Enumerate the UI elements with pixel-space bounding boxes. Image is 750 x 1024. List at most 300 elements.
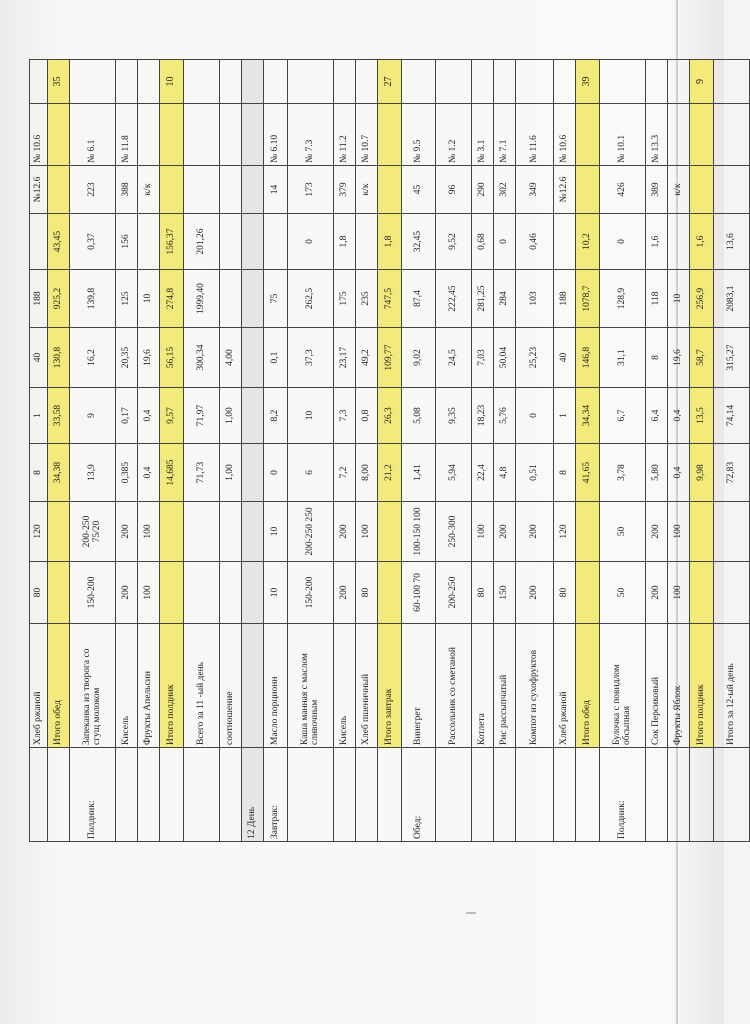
- recipe-cell: [402, 166, 436, 214]
- fat-cell: [646, 388, 668, 444]
- carbs-value: 7,03: [476, 349, 487, 366]
- portion-small: 60-100 70: [412, 573, 423, 612]
- recipe-number: 290: [476, 182, 487, 197]
- kcal-cell: [714, 270, 750, 328]
- carbs-value: 146,8: [581, 346, 592, 369]
- dish-cell: [116, 624, 138, 748]
- fat-value: 71,97: [195, 404, 206, 427]
- kcal-value: 128,9: [616, 287, 627, 310]
- vitamin-value: 0: [616, 239, 627, 244]
- portion-small-cell: [138, 562, 160, 624]
- portion-small: 100: [672, 585, 683, 600]
- carbs-value: 9,02: [412, 349, 423, 366]
- vitamin-cell: [668, 214, 690, 270]
- portion-small-cell: [714, 562, 750, 624]
- portion-large-cell: [70, 502, 116, 562]
- reference-cell: [70, 104, 116, 166]
- recipe-cell: [494, 166, 516, 214]
- recipe-cell: [668, 166, 690, 214]
- dish-cell: [356, 624, 378, 748]
- portion-large: 200: [650, 524, 661, 539]
- meal-cell: [554, 748, 576, 842]
- recipe-number: 389: [650, 182, 661, 197]
- reference-cell: [138, 104, 160, 166]
- dish-name: Рис рассыпчатый: [498, 674, 509, 745]
- protein-cell: [288, 444, 334, 502]
- total-value: 39: [581, 76, 593, 87]
- table-body: [30, 60, 750, 842]
- fat-value: 0,17: [120, 407, 131, 424]
- recipe-number: 349: [528, 182, 539, 197]
- recipe-cell: [554, 166, 576, 214]
- meal-label: Полдник:: [616, 800, 627, 839]
- protein-cell: [554, 444, 576, 502]
- portion-large-cell: [668, 502, 690, 562]
- reference-cell: [378, 104, 402, 166]
- fat-value: 1: [558, 413, 569, 418]
- dish-cell: [138, 624, 160, 748]
- portion-large: 250-300: [447, 515, 458, 548]
- total-cell: [184, 60, 220, 104]
- fat-cell: [30, 388, 48, 444]
- protein-value: 3,78: [616, 464, 627, 481]
- dish-cell: [646, 624, 668, 748]
- table-row: [668, 60, 690, 842]
- carbs-cell: [378, 328, 402, 388]
- reference-cell: [600, 104, 646, 166]
- portion-large-cell: [48, 502, 70, 562]
- meal-cell: [472, 748, 494, 842]
- fat-cell: [356, 388, 378, 444]
- carbs-value: 0,1: [269, 351, 280, 364]
- fat-cell: [516, 388, 554, 444]
- recipe-cell: [600, 166, 646, 214]
- kcal-value: 188: [558, 291, 569, 306]
- kcal-cell: [646, 270, 668, 328]
- carbs-value: 56,15: [165, 346, 176, 369]
- kcal-cell: [668, 270, 690, 328]
- vitamin-cell: [220, 214, 242, 270]
- protein-cell: [600, 444, 646, 502]
- carbs-cell: [264, 328, 288, 388]
- dish-cell: [220, 624, 242, 748]
- vitamin-cell: [554, 214, 576, 270]
- portion-large-cell: [516, 502, 554, 562]
- portion-large: 200-250 250: [304, 507, 315, 556]
- kcal-value: 87,4: [412, 290, 423, 307]
- vitamin-value: 156: [120, 234, 131, 249]
- portion-small-cell: [690, 562, 714, 624]
- recipe-number: к/к: [360, 183, 371, 196]
- fat-cell: [184, 388, 220, 444]
- vitamin-cell: [264, 214, 288, 270]
- carbs-cell: [714, 328, 750, 388]
- vitamin-value: 0: [304, 239, 315, 244]
- recipe-cell: [48, 166, 70, 214]
- recipe-cell: [138, 166, 160, 214]
- protein-cell: [714, 444, 750, 502]
- fat-cell: [668, 388, 690, 444]
- table-row: [436, 60, 472, 842]
- protein-cell: [690, 444, 714, 502]
- meal-cell: [378, 748, 402, 842]
- portion-small-cell: [242, 562, 264, 624]
- portion-small: 100: [142, 585, 153, 600]
- kcal-value: 125: [120, 291, 131, 306]
- carbs-value: 37,3: [304, 349, 315, 366]
- portion-small-cell: [220, 562, 242, 624]
- fat-cell: [220, 388, 242, 444]
- fat-value: 1: [32, 413, 43, 418]
- dish-name: Итого полдник: [165, 684, 176, 745]
- portion-large-cell: [436, 502, 472, 562]
- protein-value: 1,41: [412, 464, 423, 481]
- meal-cell: [184, 748, 220, 842]
- reference-cell: [516, 104, 554, 166]
- fat-value: 0,4: [672, 409, 683, 422]
- carbs-value: 58,7: [695, 349, 706, 366]
- portion-large-cell: [356, 502, 378, 562]
- portion-large: 200: [528, 524, 539, 539]
- meal-cell: [138, 748, 160, 842]
- carbs-cell: [516, 328, 554, 388]
- portion-small-cell: [70, 562, 116, 624]
- dish-cell: [436, 624, 472, 748]
- carbs-cell: [30, 328, 48, 388]
- reference-number: № 10.1: [616, 134, 627, 163]
- kcal-value: 281,25: [476, 285, 487, 312]
- fat-value: 33,58: [52, 404, 63, 427]
- reference-cell: [472, 104, 494, 166]
- protein-value: 6: [304, 470, 315, 475]
- protein-value: 7,2: [338, 466, 349, 479]
- table-row: [378, 60, 402, 842]
- fat-value: 13,5: [695, 407, 706, 424]
- carbs-cell: [690, 328, 714, 388]
- portion-small: 200: [650, 585, 661, 600]
- portion-large-cell: [116, 502, 138, 562]
- kcal-value: 1999,40: [195, 283, 206, 314]
- meal-cell: [494, 748, 516, 842]
- table-row: [184, 60, 220, 842]
- recipe-cell: [30, 166, 48, 214]
- carbs-value: 109,77: [383, 344, 394, 371]
- kcal-value: 188: [32, 291, 43, 306]
- recipe-cell: [220, 166, 242, 214]
- scan-speck: [466, 912, 476, 914]
- vitamin-value: 201,26: [195, 228, 206, 255]
- protein-value: 71,73: [195, 461, 206, 484]
- recipe-number: к/к: [142, 183, 153, 196]
- reference-cell: [220, 104, 242, 166]
- recipe-cell: [690, 166, 714, 214]
- carbs-cell: [600, 328, 646, 388]
- vitamin-value: 13,6: [725, 233, 736, 250]
- portion-large: 200-250 75/20: [81, 515, 102, 548]
- dish-cell: [48, 624, 70, 748]
- carbs-value: 16,2: [86, 349, 97, 366]
- protein-value: 14,685: [165, 459, 176, 486]
- kcal-cell: [184, 270, 220, 328]
- table-row: [516, 60, 554, 842]
- table-row: [160, 60, 184, 842]
- recipe-cell: [516, 166, 554, 214]
- fat-cell: [494, 388, 516, 444]
- table-row: [116, 60, 138, 842]
- dish-cell: [690, 624, 714, 748]
- recipe-number: 173: [304, 182, 315, 197]
- meal-cell: [48, 748, 70, 842]
- protein-value: 13,9: [86, 464, 97, 481]
- protein-value: 8: [558, 470, 569, 475]
- portion-large-cell: [378, 502, 402, 562]
- protein-cell: [138, 444, 160, 502]
- protein-cell: [402, 444, 436, 502]
- carbs-value: 31,1: [616, 349, 627, 366]
- kcal-cell: [116, 270, 138, 328]
- table-row: [356, 60, 378, 842]
- dish-name: Итого обед: [581, 700, 592, 745]
- portion-small-cell: [516, 562, 554, 624]
- kcal-cell: [472, 270, 494, 328]
- dish-name: Итого за 12-ый день: [725, 663, 736, 745]
- portion-small-cell: [436, 562, 472, 624]
- reference-cell: [288, 104, 334, 166]
- protein-value: 8: [32, 470, 43, 475]
- dish-cell: [714, 624, 750, 748]
- dish-name: Хлеб ржаной: [558, 691, 569, 745]
- total-cell: [668, 60, 690, 104]
- portion-large: 100: [360, 524, 371, 539]
- reference-number: № 10.6: [558, 134, 569, 163]
- recipe-cell: [242, 166, 264, 214]
- vitamin-cell: [30, 214, 48, 270]
- portion-small-cell: [600, 562, 646, 624]
- protein-value: 0,51: [528, 464, 539, 481]
- protein-value: 41,65: [581, 461, 592, 484]
- total-cell: [690, 60, 714, 104]
- fat-value: 9,57: [165, 407, 176, 424]
- reference-cell: [184, 104, 220, 166]
- portion-small-cell: [116, 562, 138, 624]
- reference-cell: [714, 104, 750, 166]
- protein-value: 1,00: [224, 464, 235, 481]
- kcal-cell: [288, 270, 334, 328]
- portion-small: 10: [269, 587, 280, 598]
- fat-value: 10: [304, 410, 315, 421]
- table-row: [30, 60, 48, 842]
- carbs-cell: [70, 328, 116, 388]
- portion-small: 80: [360, 587, 371, 598]
- fat-value: 6,4: [650, 409, 661, 422]
- table-row: [554, 60, 576, 842]
- meal-cell: [160, 748, 184, 842]
- total-cell: [600, 60, 646, 104]
- fat-cell: [334, 388, 356, 444]
- protein-cell: [494, 444, 516, 502]
- fat-value: 9: [86, 413, 97, 418]
- carbs-value: 8: [650, 355, 661, 360]
- dish-cell: [264, 624, 288, 748]
- meal-label: 12 День: [246, 806, 257, 839]
- reference-cell: [334, 104, 356, 166]
- kcal-value: 139,8: [86, 287, 97, 310]
- fat-value: 74,14: [725, 404, 736, 427]
- reference-number: № 6.1: [86, 139, 97, 163]
- meal-cell: [356, 748, 378, 842]
- total-cell: [356, 60, 378, 104]
- total-cell: [402, 60, 436, 104]
- meal-cell: [220, 748, 242, 842]
- reference-number: № 10.7: [360, 134, 371, 163]
- table-row: [576, 60, 600, 842]
- fat-cell: [70, 388, 116, 444]
- dish-name: Сок Персиковый: [650, 676, 661, 745]
- dish-name: Каша манная с маслом сливочным: [299, 653, 320, 745]
- meal-cell: [576, 748, 600, 842]
- table-row: [242, 60, 264, 842]
- kcal-value: 925,2: [52, 287, 63, 310]
- total-cell: [334, 60, 356, 104]
- carbs-cell: [494, 328, 516, 388]
- vitamin-cell: [494, 214, 516, 270]
- meal-cell: [516, 748, 554, 842]
- portion-large: 100: [142, 524, 153, 539]
- meal-cell: [334, 748, 356, 842]
- kcal-cell: [30, 270, 48, 328]
- table-row: [646, 60, 668, 842]
- protein-value: 0,385: [120, 461, 131, 484]
- portion-small: 80: [32, 587, 43, 598]
- table-row: [472, 60, 494, 842]
- recipe-number: 223: [86, 182, 97, 197]
- protein-value: 72,83: [725, 461, 736, 484]
- total-value: 35: [52, 76, 64, 87]
- dish-name: Запеканка из творога со сгущ молоком: [81, 648, 102, 745]
- meal-label: Обед:: [412, 815, 423, 839]
- carbs-cell: [288, 328, 334, 388]
- total-cell: [70, 60, 116, 104]
- carbs-value: 300,34: [195, 344, 206, 371]
- kcal-cell: [436, 270, 472, 328]
- meal-cell: [600, 748, 646, 842]
- kcal-value: 274,8: [165, 287, 176, 310]
- dish-name: Хлеб пшеничный: [360, 673, 371, 745]
- kcal-cell: [48, 270, 70, 328]
- protein-cell: [356, 444, 378, 502]
- total-value: 9: [695, 79, 707, 84]
- vitamin-cell: [378, 214, 402, 270]
- table-row: [714, 60, 750, 842]
- rotated-menu-sheet: [29, 60, 736, 842]
- dish-cell: [184, 624, 220, 748]
- fat-cell: [116, 388, 138, 444]
- vitamin-cell: [70, 214, 116, 270]
- portion-large: 100: [672, 524, 683, 539]
- recipe-cell: [356, 166, 378, 214]
- protein-cell: [576, 444, 600, 502]
- meal-cell: [668, 748, 690, 842]
- table-row: [494, 60, 516, 842]
- vitamin-cell: [288, 214, 334, 270]
- carbs-cell: [184, 328, 220, 388]
- total-cell: [220, 60, 242, 104]
- total-cell: [378, 60, 402, 104]
- total-cell: [436, 60, 472, 104]
- kcal-cell: [554, 270, 576, 328]
- carbs-value: 40: [558, 352, 569, 363]
- kcal-value: 747,5: [383, 287, 394, 310]
- dish-name: Кисель: [120, 715, 131, 745]
- portion-small: 200: [120, 585, 131, 600]
- dish-cell: [30, 624, 48, 748]
- portion-large-cell: [472, 502, 494, 562]
- recipe-number: 96: [447, 184, 458, 195]
- kcal-value: 175: [338, 291, 349, 306]
- total-value: 10: [165, 76, 177, 87]
- recipe-cell: [160, 166, 184, 214]
- vitamin-value: 0,68: [476, 233, 487, 250]
- recipe-cell: [70, 166, 116, 214]
- protein-cell: [378, 444, 402, 502]
- carbs-value: 20,35: [120, 346, 131, 369]
- meal-cell: [288, 748, 334, 842]
- protein-cell: [242, 444, 264, 502]
- vitamin-value: 0,37: [86, 233, 97, 250]
- dish-name: Масло порционн: [269, 676, 280, 745]
- portion-large-cell: [554, 502, 576, 562]
- protein-value: 5,94: [447, 464, 458, 481]
- kcal-cell: [494, 270, 516, 328]
- kcal-cell: [378, 270, 402, 328]
- protein-cell: [334, 444, 356, 502]
- total-value: 27: [383, 76, 395, 87]
- kcal-value: 118: [650, 291, 661, 306]
- recipe-cell: [184, 166, 220, 214]
- protein-cell: [516, 444, 554, 502]
- recipe-number: №12.6: [32, 176, 43, 203]
- kcal-value: 2083,1: [725, 285, 736, 312]
- carbs-cell: [436, 328, 472, 388]
- total-cell: [288, 60, 334, 104]
- kcal-value: 1078,7: [581, 285, 592, 312]
- vitamin-cell: [402, 214, 436, 270]
- protein-cell: [668, 444, 690, 502]
- portion-large-cell: [494, 502, 516, 562]
- kcal-value: 222,45: [447, 285, 458, 312]
- carbs-value: 4,00: [224, 349, 235, 366]
- portion-small: 200: [528, 585, 539, 600]
- kcal-cell: [356, 270, 378, 328]
- fat-cell: [48, 388, 70, 444]
- fat-cell: [690, 388, 714, 444]
- fat-value: 0: [528, 413, 539, 418]
- dish-name: Хлеб ржаной: [32, 691, 43, 745]
- portion-large-cell: [646, 502, 668, 562]
- recipe-number: 379: [338, 182, 349, 197]
- carbs-cell: [334, 328, 356, 388]
- meal-cell: [646, 748, 668, 842]
- reference-cell: [356, 104, 378, 166]
- dish-cell: [494, 624, 516, 748]
- kcal-cell: [220, 270, 242, 328]
- table-row: [264, 60, 288, 842]
- dish-name: Рассольник со сметаной: [447, 647, 458, 745]
- portion-small-cell: [48, 562, 70, 624]
- dish-cell: [288, 624, 334, 748]
- vitamin-value: 156,37: [165, 228, 176, 255]
- protein-cell: [48, 444, 70, 502]
